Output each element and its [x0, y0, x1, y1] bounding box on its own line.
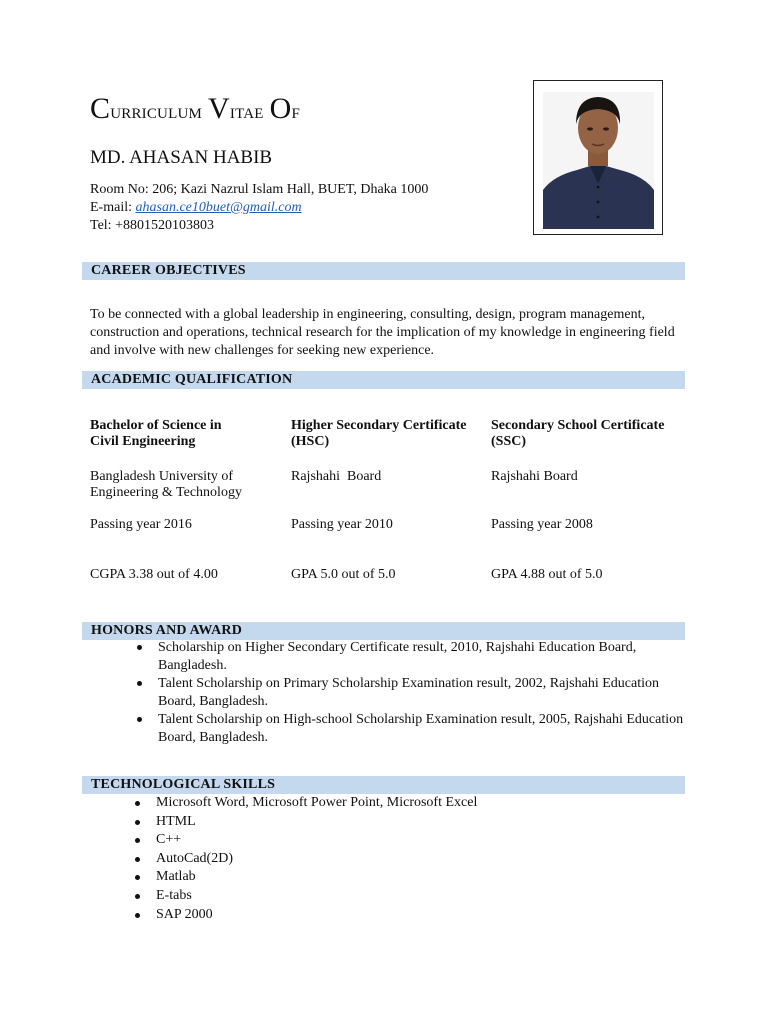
section-header-academic — [82, 371, 685, 389]
section-title: HONORS AND AWARD — [91, 623, 242, 638]
section-header-skills — [82, 776, 685, 794]
profile-photo-frame — [533, 80, 663, 235]
email-label: E-mail: — [90, 200, 136, 215]
bullet-icon — [135, 820, 140, 825]
result: GPA 4.88 out of 5.0 — [491, 567, 603, 582]
email-line — [90, 199, 428, 217]
list-item: Matlab — [134, 868, 674, 887]
list-item: Talent Scholarship on High-school Scholarship Examination result, 2005, Rajshahi Education Board, Bangladesh. — [136, 711, 696, 747]
address-line: Room No: 206; Kazi Nazrul Islam Hall, BUET, Dhaka 1000 — [90, 182, 429, 197]
candidate-name: MD. AHASAN HABIB — [90, 147, 273, 168]
institution: Rajshahi Board — [491, 469, 578, 484]
passing-year: Passing year 2010 — [291, 517, 393, 532]
list-item: AutoCad(2D) — [134, 850, 674, 869]
list-item: Microsoft Word, Microsoft Power Point, Microsoft Excel — [134, 794, 674, 813]
bullet-icon — [137, 717, 142, 722]
bullet-icon — [135, 894, 140, 899]
degree-title: Bachelor of Science in Civil Engineering — [90, 418, 222, 449]
result: GPA 5.0 out of 5.0 — [291, 567, 396, 582]
list-item: Scholarship on Higher Secondary Certificate result, 2010, Rajshahi Education Board, Bangladesh. — [136, 639, 696, 675]
result: CGPA 3.38 out of 4.00 — [90, 567, 218, 582]
section-title: TECHNOLOGICAL SKILLS — [91, 777, 276, 792]
institution: Rajshahi Board — [291, 469, 382, 484]
section-header-honors — [82, 622, 685, 640]
page-title — [90, 94, 306, 124]
title-word: Of — [269, 92, 301, 125]
honors-list — [136, 639, 696, 747]
phone-line: Tel: +8801520103803 — [90, 218, 214, 233]
passing-year: Passing year 2008 — [491, 517, 593, 532]
degree-title: Secondary School Certificate (SSC) — [491, 418, 665, 449]
email-link[interactable]: ahasan.ce10buet@gmail.com — [135, 200, 302, 215]
passing-year: Passing year 2016 — [90, 517, 192, 532]
bullet-icon — [135, 913, 140, 918]
skills-list — [134, 794, 674, 924]
bullet-icon — [137, 681, 142, 686]
profile-photo — [543, 92, 654, 229]
bullet-icon — [135, 857, 140, 862]
section-header-career — [82, 262, 685, 280]
section-title: ACADEMIC QUALIFICATION — [91, 372, 293, 387]
institution: Bangladesh University of Engineering & Technology — [90, 469, 242, 500]
title-word: Vitae — [208, 92, 264, 125]
list-item: HTML — [134, 813, 674, 832]
degree-title: Higher Secondary Certificate (HSC) — [291, 418, 467, 449]
list-item: SAP 2000 — [134, 906, 674, 925]
contact-block — [90, 181, 428, 235]
bullet-icon — [135, 875, 140, 880]
bullet-icon — [137, 645, 142, 650]
list-item: Talent Scholarship on Primary Scholarship Examination result, 2002, Rajshahi Education Board, Bangladesh. — [136, 675, 696, 711]
list-item: E-tabs — [134, 887, 674, 906]
list-item: C++ — [134, 831, 674, 850]
career-objectives-text: To be connected with a global leadership in engineering, consulting, design, program management, construction and operations, technical research for the implication of my knowledge in engineering field and involve with new challenges for seeking new experience. — [90, 307, 675, 358]
title-word: Curriculum — [90, 92, 203, 125]
section-title: CAREER OBJECTIVES — [91, 263, 246, 278]
bullet-icon — [135, 801, 140, 806]
bullet-icon — [135, 838, 140, 843]
